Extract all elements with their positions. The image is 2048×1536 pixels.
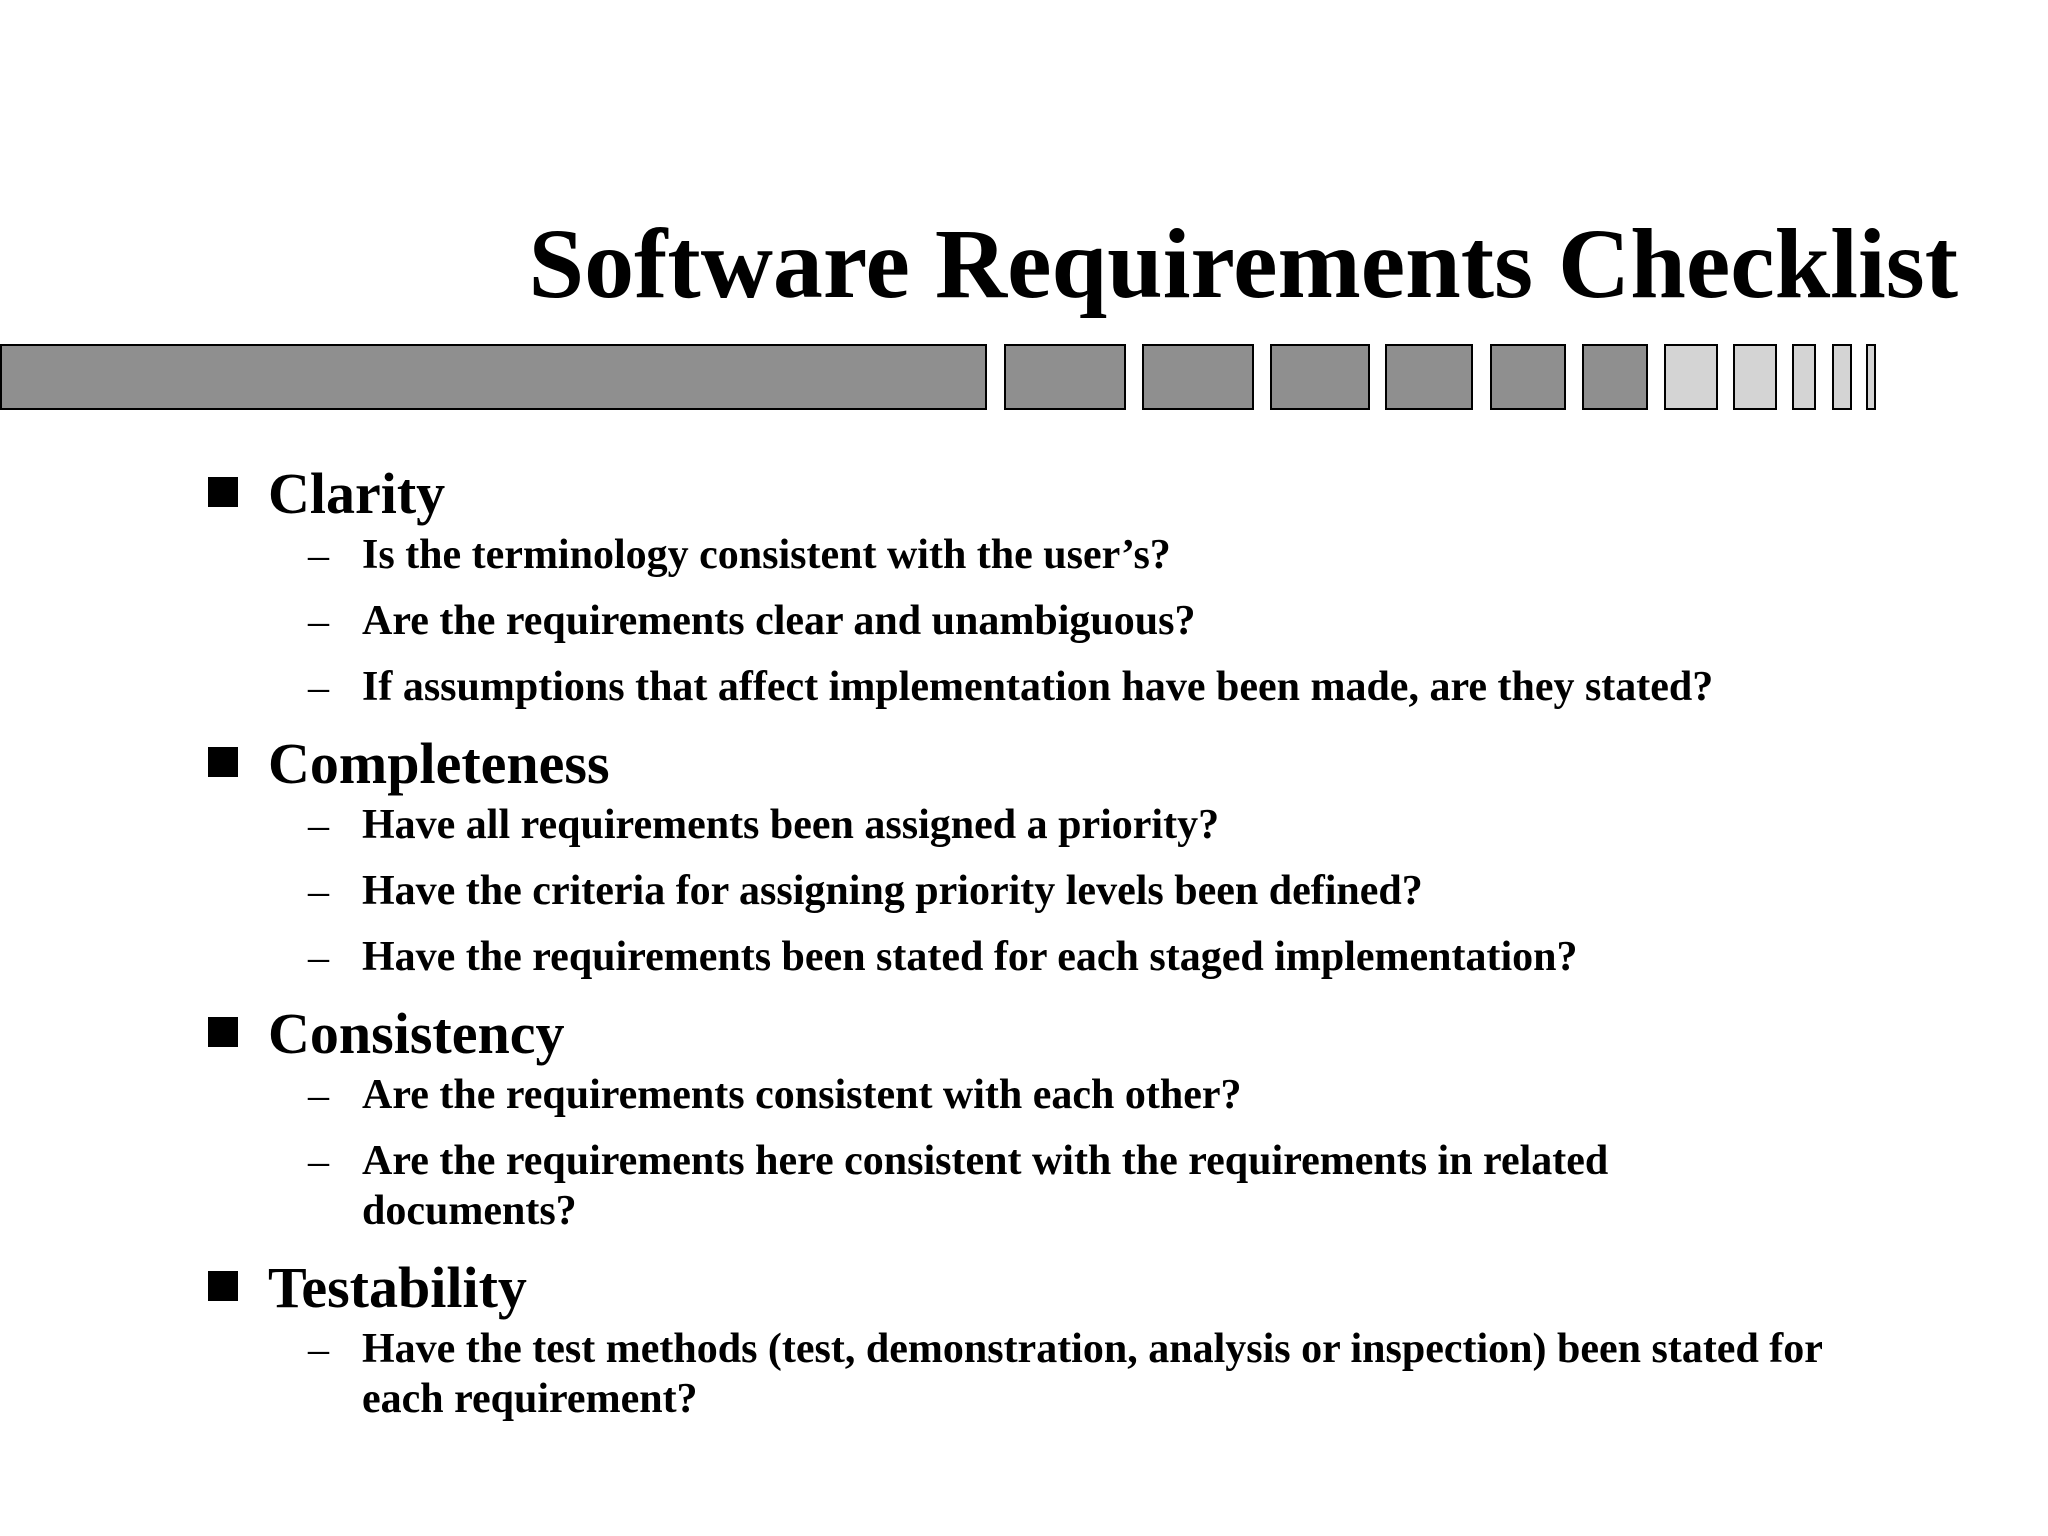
section-label: Clarity <box>268 461 446 526</box>
list-item <box>308 866 1828 932</box>
square-bullet-icon <box>208 477 238 507</box>
section-label: Testability <box>268 1255 527 1320</box>
list-item <box>308 800 1828 866</box>
item-text: If assumptions that affect implementation have been made, are they stated? <box>362 664 1714 710</box>
dash-bullet-icon: – <box>308 935 329 981</box>
bar-segment <box>1270 344 1370 410</box>
bar-segment <box>1733 344 1777 410</box>
list-item <box>308 662 1828 728</box>
bar-segment <box>1142 344 1254 410</box>
item-text: Are the requirements clear and unambiguous? <box>362 598 1196 644</box>
bar-segment <box>1582 344 1648 410</box>
list-item <box>308 596 1828 662</box>
title-decoration-bar <box>0 344 1900 410</box>
item-text: Have the test methods (test, demonstration, analysis or inspection) been stated for each requirement? <box>362 1326 1823 1422</box>
list-item <box>308 1070 1828 1136</box>
item-text: Have the criteria for assigning priority levels been defined? <box>362 868 1423 914</box>
bar-segment <box>1385 344 1473 410</box>
bar-segment <box>1792 344 1816 410</box>
bar-segment <box>1004 344 1126 410</box>
bar-segment <box>1664 344 1718 410</box>
square-bullet-icon <box>208 747 238 777</box>
slide-title: Software Requirements Checklist <box>528 208 1958 319</box>
section-clarity <box>208 458 1828 728</box>
section-label: Consistency <box>268 1001 565 1066</box>
bar-segment <box>1490 344 1566 410</box>
dash-bullet-icon: – <box>308 599 329 645</box>
item-text: Are the requirements here consistent with the requirements in related documents? <box>362 1138 1609 1234</box>
dash-bullet-icon: – <box>308 1139 329 1185</box>
list-item <box>308 932 1828 998</box>
item-text: Is the terminology consistent with the user’s? <box>362 532 1171 578</box>
dash-bullet-icon: – <box>308 803 329 849</box>
list-item <box>308 530 1828 596</box>
bar-segment <box>1866 344 1876 410</box>
dash-bullet-icon: – <box>308 533 329 579</box>
checklist <box>208 458 1828 1440</box>
square-bullet-icon <box>208 1017 238 1047</box>
section-consistency <box>208 998 1828 1252</box>
item-text: Are the requirements consistent with each other? <box>362 1072 1242 1118</box>
list-item <box>308 1324 1828 1440</box>
list-item <box>308 1136 1828 1252</box>
section-label: Completeness <box>268 731 610 796</box>
item-text: Have the requirements been stated for each staged implementation? <box>362 934 1578 980</box>
dash-bullet-icon: – <box>308 1073 329 1119</box>
dash-bullet-icon: – <box>308 1327 329 1373</box>
item-text: Have all requirements been assigned a priority? <box>362 802 1220 848</box>
bar-segment <box>1832 344 1852 410</box>
dash-bullet-icon: – <box>308 665 329 711</box>
dash-bullet-icon: – <box>308 869 329 915</box>
section-testability <box>208 1252 1828 1440</box>
section-completeness <box>208 728 1828 998</box>
bar-segment <box>0 344 987 410</box>
square-bullet-icon <box>208 1271 238 1301</box>
